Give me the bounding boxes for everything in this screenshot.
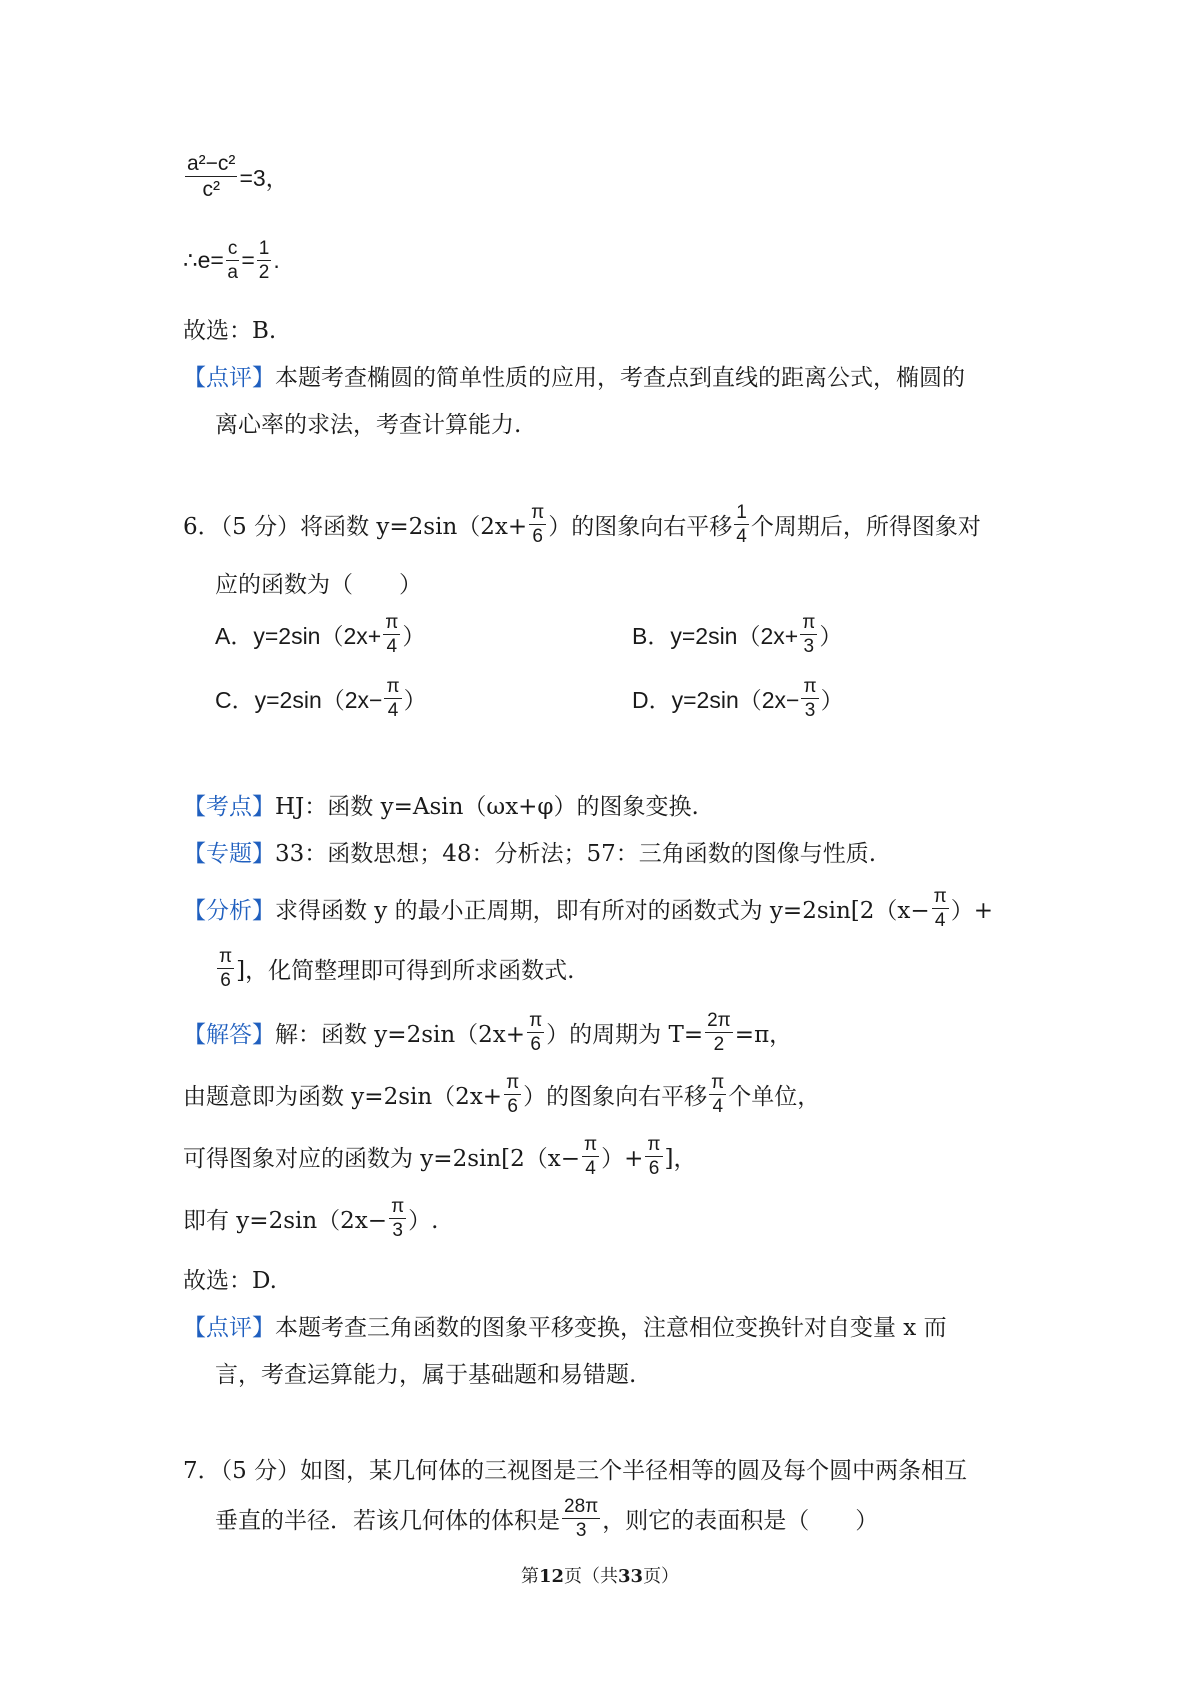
footer-text: 第 bbox=[520, 1566, 539, 1587]
fenxi-text: 求得函数 y 的最小正周期，即有所对的函数式为 y=2sin[2（x− bbox=[275, 897, 930, 924]
fenxi-text-end: ）+ bbox=[950, 897, 994, 924]
denominator: 6 bbox=[532, 525, 543, 547]
denominator: c² bbox=[202, 177, 220, 201]
numerator: π bbox=[391, 1195, 405, 1217]
denominator: 6 bbox=[507, 1095, 518, 1117]
fenxi-line-1 bbox=[183, 886, 993, 930]
fenxi-line-2 bbox=[215, 946, 574, 990]
fraction bbox=[932, 887, 949, 930]
fraction bbox=[801, 677, 818, 720]
question-7-line-1: 7．（5 分）如图，某几何体的三视图是三个半径相等的圆及每个圆中两条相互 bbox=[183, 1457, 968, 1484]
fraction bbox=[226, 239, 240, 282]
option-end: ） bbox=[402, 622, 426, 649]
page-number: 12 bbox=[538, 1566, 564, 1587]
q7-text: ，则它的表面积是（ ） bbox=[602, 1507, 879, 1534]
jieda-line-3 bbox=[183, 1134, 697, 1178]
question-6-line-1 bbox=[183, 502, 981, 546]
denominator: 4 bbox=[736, 525, 747, 547]
q6-text-a: 6．（5 分）将函数 y=2sin（2x+ bbox=[183, 513, 528, 540]
eq-sign: = bbox=[241, 246, 255, 273]
numerator: π bbox=[506, 1071, 520, 1093]
fraction bbox=[529, 503, 546, 546]
numerator: π bbox=[803, 675, 817, 697]
numerator: c bbox=[227, 237, 238, 259]
denominator: 4 bbox=[387, 699, 399, 721]
denominator: 6 bbox=[220, 969, 231, 991]
jieda-line-2 bbox=[183, 1072, 820, 1116]
numerator: π bbox=[531, 501, 545, 523]
jieda-text: ）+ bbox=[601, 1145, 644, 1172]
numerator: 1 bbox=[736, 501, 747, 523]
option-end: ） bbox=[819, 622, 843, 649]
fraction bbox=[384, 677, 401, 720]
fraction bbox=[800, 613, 817, 656]
question-6-line-2: 应的函数为（ ） bbox=[215, 571, 422, 598]
jieda-text: 由题意即为函数 y=2sin（2x+ bbox=[183, 1083, 503, 1110]
eq-end: . bbox=[273, 246, 280, 273]
jieda-text: ]， bbox=[664, 1145, 697, 1172]
review-6-line-1 bbox=[183, 1303, 947, 1347]
total-pages: 33 bbox=[618, 1566, 644, 1587]
jieda-text: 解：函数 y=2sin（2x+ bbox=[275, 1021, 526, 1048]
jieda-line-1 bbox=[183, 1010, 792, 1054]
denominator: 4 bbox=[934, 909, 946, 931]
kaodian-tag: 【考点】 bbox=[183, 793, 275, 820]
denominator: 6 bbox=[530, 1033, 541, 1055]
fraction bbox=[562, 1497, 600, 1540]
jieda-text: ）的图象向右平移 bbox=[523, 1083, 708, 1110]
equation-ratio bbox=[183, 151, 289, 201]
option-text: B．y=2sin（2x+ bbox=[632, 622, 799, 649]
fraction bbox=[185, 153, 237, 200]
denominator: 3 bbox=[804, 699, 816, 721]
numerator: 2π bbox=[707, 1009, 731, 1031]
eq-prefix: ∴e= bbox=[183, 246, 224, 273]
numerator: π bbox=[386, 675, 400, 697]
denominator: 6 bbox=[648, 1157, 660, 1179]
answer-line: 故选：B. bbox=[183, 317, 277, 344]
fenxi-tag: 【分析】 bbox=[183, 897, 275, 924]
numerator: π bbox=[647, 1133, 661, 1155]
fraction bbox=[504, 1073, 521, 1116]
option-end: ） bbox=[820, 686, 844, 713]
zhuanti-text: 33：函数思想；48：分析法；57：三角函数的图像与性质. bbox=[275, 840, 877, 867]
option-end: ） bbox=[403, 686, 427, 713]
denominator: 4 bbox=[386, 635, 398, 657]
fraction bbox=[582, 1135, 599, 1178]
zhuanti-line bbox=[183, 829, 876, 873]
equation-rest: =3， bbox=[239, 164, 289, 191]
question-7-line-2 bbox=[215, 1496, 878, 1540]
denominator: 3 bbox=[803, 635, 815, 657]
fraction bbox=[709, 1073, 726, 1116]
review-tag: 【点评】 bbox=[183, 1314, 275, 1341]
equation-eccentricity bbox=[183, 238, 280, 282]
kaodian-line bbox=[183, 782, 699, 826]
review-text: 本题考查椭圆的简单性质的应用，考查点到直线的距离公式，椭圆的 bbox=[275, 364, 965, 391]
footer-text: 页（共 bbox=[564, 1566, 618, 1587]
fraction bbox=[645, 1135, 662, 1178]
option-b bbox=[632, 612, 842, 656]
fraction bbox=[705, 1011, 733, 1054]
zhuanti-tag: 【专题】 bbox=[183, 840, 275, 867]
footer-text: 页） bbox=[643, 1566, 680, 1587]
denominator: 2 bbox=[713, 1033, 725, 1055]
fenxi-text-2: ]，化简整理即可得到所求函数式. bbox=[236, 957, 575, 984]
kaodian-text: HJ：函数 y=Asin（ωx+φ）的图象变换. bbox=[275, 793, 699, 820]
fraction bbox=[217, 947, 234, 990]
jieda-text: =π， bbox=[734, 1021, 793, 1048]
denominator: 3 bbox=[575, 1519, 587, 1541]
numerator: π bbox=[711, 1071, 725, 1093]
answer-line-6: 故选：D. bbox=[183, 1267, 277, 1294]
jieda-line-4 bbox=[183, 1196, 438, 1240]
jieda-text: ）. bbox=[408, 1207, 439, 1234]
option-a bbox=[215, 612, 425, 656]
numerator: a²−c² bbox=[187, 151, 236, 175]
denominator: 2 bbox=[258, 261, 270, 283]
denominator: 4 bbox=[585, 1157, 596, 1179]
numerator: π bbox=[219, 945, 233, 967]
review-line-2: 离心率的求法，考查计算能力. bbox=[215, 411, 522, 438]
jieda-tag: 【解答】 bbox=[183, 1021, 275, 1048]
fraction bbox=[383, 613, 400, 656]
numerator: π bbox=[584, 1133, 598, 1155]
review-tag: 【点评】 bbox=[183, 364, 275, 391]
jieda-text: ）的周期为 T= bbox=[546, 1021, 704, 1048]
review-line bbox=[183, 353, 965, 397]
numerator: 28π bbox=[564, 1495, 599, 1517]
denominator: a bbox=[227, 261, 238, 283]
option-text: D．y=2sin（2x− bbox=[632, 686, 800, 713]
fraction bbox=[734, 503, 749, 546]
jieda-text: 可得图象对应的函数为 y=2sin[2（x− bbox=[183, 1145, 581, 1172]
q7-text: 垂直的半径．若该几何体的体积是 bbox=[215, 1507, 560, 1534]
review-6-line-2: 言，考查运算能力，属于基础题和易错题. bbox=[215, 1361, 637, 1388]
denominator: 3 bbox=[392, 1219, 403, 1241]
numerator: π bbox=[933, 885, 947, 907]
option-d bbox=[632, 676, 844, 720]
q6-text-b: ）的图象向右平移 bbox=[548, 513, 733, 540]
fraction bbox=[389, 1197, 406, 1240]
fraction bbox=[527, 1011, 544, 1054]
fraction bbox=[257, 239, 272, 282]
numerator: π bbox=[385, 611, 399, 633]
numerator: π bbox=[802, 611, 816, 633]
denominator: 4 bbox=[712, 1095, 724, 1117]
jieda-text: 即有 y=2sin（2x− bbox=[183, 1207, 388, 1234]
numerator: π bbox=[529, 1009, 543, 1031]
option-text: C．y=2sin（2x− bbox=[215, 686, 383, 713]
q6-text-c: 个周期后，所得图象对 bbox=[750, 513, 981, 540]
option-text: A．y=2sin（2x+ bbox=[215, 622, 382, 649]
review-text: 本题考查三角函数的图象平移变换，注意相位变换针对自变量 x 而 bbox=[275, 1314, 947, 1341]
option-c bbox=[215, 676, 427, 720]
page-footer bbox=[0, 1562, 1200, 1588]
jieda-text: 个单位， bbox=[728, 1083, 821, 1110]
numerator: 1 bbox=[258, 237, 270, 259]
